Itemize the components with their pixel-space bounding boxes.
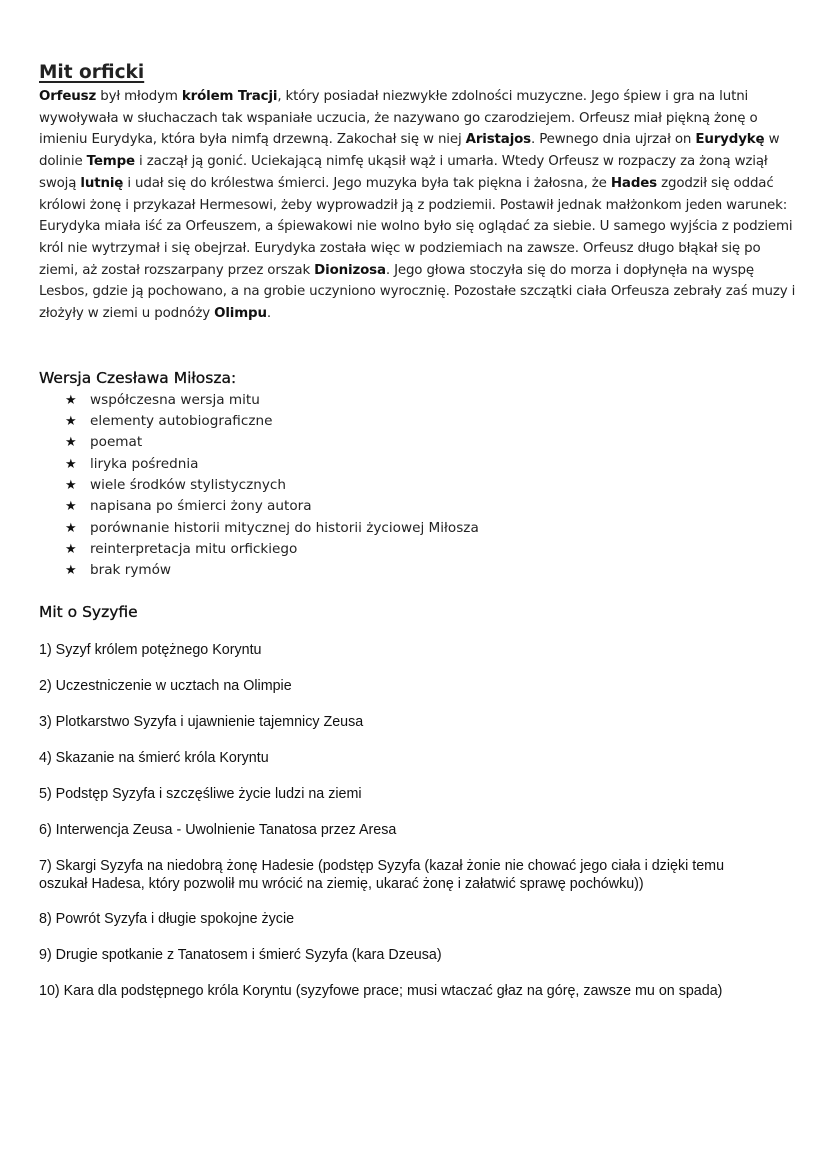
list-item-text: porównanie historii mitycznej do historii życiowej Miłosza — [90, 519, 479, 536]
star-bullet-icon: ★ — [65, 563, 77, 579]
sisyphus-plan-list — [39, 641, 799, 1000]
bold-term: Tempe — [86, 154, 135, 170]
plan-point: 4) Skazanie na śmierć króla Koryntu — [39, 750, 269, 767]
milosz-features-list — [39, 390, 799, 582]
orphic-myth-paragraph — [39, 86, 799, 325]
list-item — [65, 390, 799, 411]
bold-term: lutnię — [80, 175, 124, 191]
list-item-text: wiele środków stylistycznych — [90, 476, 287, 493]
text-run: . Pewnego dnia ujrzał on — [531, 132, 696, 148]
plan-point: 2) Uczestniczenie w ucztach na Olimpie — [39, 678, 292, 695]
text-run: był młodym — [96, 89, 182, 104]
bold-term: Eurydykę — [695, 132, 765, 148]
document-page — [39, 60, 799, 1000]
text-run: . Jego głowa stoczyła się do morza i dopłynęła na wyspę Lesbos, gdzie ją pochowano, a na grobie uczyniono wyrocznię. Pozostałe szczątki ciała Orfeusza zebrały zaś muzy i złożyły w ziemi u podnóży — [39, 262, 796, 322]
star-bullet-icon: ★ — [65, 435, 77, 451]
list-item-text: współczesna wersja mitu — [90, 391, 260, 408]
text-run: , który posiadał niezwykłe zdolności muzyczne. Jego śpiew i gra na lutni wywoływała w słuchaczach tak wspaniałe uczucia, że nazywano go czarodziejem. Orfeusz miał piękną żonę o imieniu Eurydyka, która była nimfą drzewną. Zakochał się w niej — [39, 89, 758, 148]
sisyphus-myth-heading: Mit o Syzyfie — [39, 603, 138, 622]
star-bullet-icon: ★ — [65, 520, 77, 536]
plan-point: 8) Powrót Syzyfa i długie spokojne życie — [39, 911, 295, 928]
milosz-version-heading: Wersja Czesława Miłosza: — [39, 368, 237, 387]
plan-point: 6) Interwencja Zeusa - Uwolnienie Tanatosa przez Aresa — [39, 822, 397, 839]
plan-point: 3) Plotkarstwo Syzyfa i ujawnienie tajemnicy Zeusa — [39, 714, 364, 731]
list-item — [65, 518, 799, 539]
bold-term: Olimpu — [214, 306, 267, 322]
star-bullet-icon: ★ — [65, 499, 77, 515]
list-item — [65, 411, 799, 432]
bold-term: królem Tracji — [181, 89, 278, 104]
text-run: w dolinie — [39, 132, 780, 170]
plan-point: 10) Kara dla podstępnego króla Koryntu (syzyfowe prace; musi wtaczać głaz na górę, zawsze mu on spada) — [39, 983, 723, 1000]
list-item-text: liryka pośrednia — [90, 455, 199, 472]
star-bullet-icon: ★ — [65, 477, 77, 493]
list-item — [65, 560, 799, 581]
list-item — [65, 454, 799, 475]
star-bullet-icon: ★ — [65, 414, 77, 430]
list-item-text: poemat — [90, 434, 143, 451]
list-item-text: napisana po śmierci żony autora — [90, 498, 312, 515]
orphic-myth-title: Mit orficki — [39, 62, 145, 83]
star-bullet-icon: ★ — [65, 541, 77, 557]
text-run: . — [266, 306, 271, 322]
list-item — [65, 475, 799, 496]
list-item — [65, 432, 799, 453]
list-item-text: brak rymów — [90, 562, 172, 579]
list-item-text: reinterpretacja mitu orfickiego — [90, 540, 298, 557]
bold-term: Dionizosa — [314, 262, 386, 278]
text-run: zgodził się oddać królowi żonę i przykazał Hermesowi, żeby wyprowadził ją z podziemii. Postawił jednak małżonkom jeden warunek: Eurydyka miała iść za Orfeuszem, a śpiewakowi nie wolno było się oglądać za siebie. U samego wyjścia z podziemi król nie wytrzymał i się obejrzał. Eurydyka została więc w podziemiach na zawsze. Orfeusz długo błąkał się po ziemi, aż został rozszarpany przez orszak — [39, 175, 793, 278]
plan-point: 9) Drugie spotkanie z Tanatosem i śmierć Syzyfa (kara Dzeusa) — [39, 947, 442, 964]
bold-term: Orfeusz — [39, 89, 97, 104]
bold-term: Aristajos — [465, 132, 531, 148]
list-item — [65, 539, 799, 560]
text-run: i udał się do królestwa śmierci. Jego muzyka była tak piękna i żałosna, że — [123, 175, 611, 191]
plan-point: 5) Podstęp Syzyfa i szczęśliwe życie ludzi na ziemi — [39, 786, 362, 803]
star-bullet-icon: ★ — [65, 456, 77, 472]
bold-term: Hades — [610, 175, 658, 191]
list-item — [65, 496, 799, 517]
star-bullet-icon: ★ — [65, 392, 77, 408]
plan-point: 1) Syzyf królem potężnego Koryntu — [39, 642, 262, 659]
plan-point: 7) Skargi Syzyfa na niedobrą żonę Hadesie (podstęp Syzyfa (kazał żonie nie chować jego ciała i dzięki temu oszukał Hadesa, który pozwolił mu wrócić na ziemię, ukarać żonę i załatwić sprawę pochówku)) — [39, 858, 725, 893]
text-run: i zaczął ją gonić. Uciekającą nimfę ukąsił wąż i umarła. Wtedy Orfeusz w rozpaczy za żoną wziął swoją — [39, 154, 768, 191]
list-item-text: elementy autobiograficzne — [90, 413, 273, 430]
